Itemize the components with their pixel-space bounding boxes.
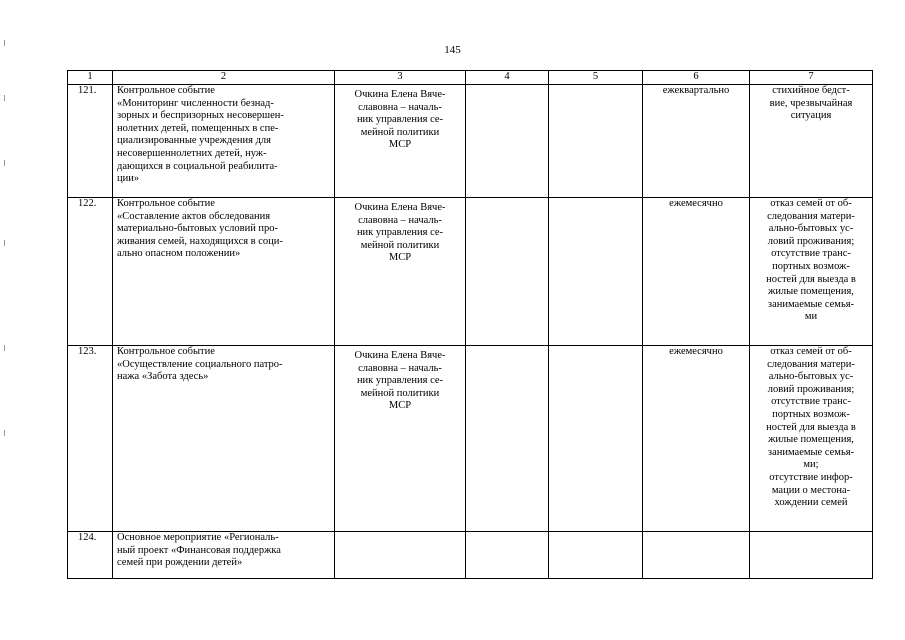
responsible-line: Очкина Елена Вяче-	[354, 350, 446, 361]
responsible-line: МСР	[388, 400, 412, 412]
responsible-line: ник управления се-	[356, 227, 444, 239]
measure-name-line: ции»	[117, 173, 140, 185]
measure-name-line: семей при рождении детей»	[117, 557, 243, 569]
measure-name-line: нолетних детей, помещенных в спе-	[117, 122, 279, 134]
measure-name-line: Контрольное событие	[117, 85, 215, 96]
row-number: 122.	[68, 198, 113, 346]
measure-name-cell	[113, 532, 335, 579]
header-cell: 1	[68, 71, 113, 85]
responsible-line: славовна – началь-	[358, 101, 442, 113]
risk-line: занимаемые семья-	[767, 446, 855, 458]
row-number: 123.	[68, 346, 113, 532]
risk-cell	[750, 532, 873, 579]
margin-mark	[4, 160, 5, 166]
table-row	[68, 198, 873, 346]
responsible-cell	[335, 532, 466, 579]
margin-mark	[4, 345, 5, 351]
header-row	[68, 71, 873, 85]
measure-name-line: ный проект «Финансовая поддержка	[117, 544, 281, 556]
responsible-cell	[335, 198, 466, 346]
periodicity-cell	[643, 532, 750, 579]
measure-name-line: «Мониторинг численности безнад-	[117, 97, 274, 109]
risk-line: стихийное бедст-	[772, 85, 850, 96]
measure-name-line: дающихся в социальной реабилита-	[117, 160, 278, 172]
periodicity-cell: ежемесячно	[643, 346, 750, 532]
risk-line: ностей для выезда в	[766, 273, 856, 285]
risk-cell	[750, 346, 873, 532]
risk-line: отказ семей от об-	[770, 346, 852, 357]
risk-line: следования матери-	[767, 358, 855, 370]
header-cell: 3	[335, 71, 466, 85]
margin-mark	[4, 240, 5, 246]
row-number: 124.	[68, 532, 113, 579]
risk-line: ально-бытовых ус-	[768, 371, 854, 383]
column-5-cell	[549, 85, 643, 198]
responsible-cell	[335, 346, 466, 532]
risk-line: хождении семей	[774, 497, 848, 509]
measure-name-line: живания семей, находящихся в соци-	[117, 235, 283, 247]
risk-line: ностей для выезда в	[766, 421, 856, 433]
responsible-line: мейной политики	[360, 126, 440, 138]
measure-name-line: «Составление актов обследования	[117, 210, 271, 222]
table-row	[68, 346, 873, 532]
measures-table	[67, 70, 873, 579]
column-5-cell	[549, 346, 643, 532]
responsible-line: МСР	[388, 139, 412, 151]
measure-name-line: Контрольное событие	[117, 346, 215, 357]
table-row	[68, 532, 873, 579]
header-cell: 6	[643, 71, 750, 85]
header-cell: 7	[750, 71, 873, 85]
header-cell: 4	[466, 71, 549, 85]
responsible-cell	[335, 85, 466, 198]
risk-cell	[750, 198, 873, 346]
risk-line: жилые помещения,	[768, 434, 854, 446]
risk-line: отсутствие транс-	[771, 248, 851, 260]
column-4-cell	[466, 85, 549, 198]
measure-name-cell	[113, 198, 335, 346]
header-cell: 2	[113, 71, 335, 85]
margin-mark	[4, 95, 5, 101]
measure-name-line: несовершеннолетних детей, нуж-	[117, 147, 267, 159]
responsible-line: Очкина Елена Вяче-	[354, 89, 446, 100]
periodicity-cell: ежемесячно	[643, 198, 750, 346]
column-4-cell	[466, 198, 549, 346]
responsible-line: ник управления се-	[356, 114, 444, 126]
responsible-line: ник управления се-	[356, 375, 444, 387]
risk-cell	[750, 85, 873, 198]
measure-name-line: «Осуществление социального патро-	[117, 358, 283, 370]
risk-line: отсутствие транс-	[771, 396, 851, 408]
responsible-line: МСР	[388, 252, 412, 264]
measure-name-line: Контрольное событие	[117, 198, 215, 209]
responsible-line: Очкина Елена Вяче-	[354, 202, 446, 213]
column-4-cell	[466, 532, 549, 579]
measure-name-cell	[113, 85, 335, 198]
risk-line: ловий проживания;	[767, 235, 855, 247]
risk-line: отказ семей от об-	[770, 198, 852, 209]
column-4-cell	[466, 346, 549, 532]
risk-line: ально-бытовых ус-	[768, 223, 854, 235]
risk-line: вие, чрезвычайная	[769, 97, 853, 109]
measure-name-line: материально-бытовых условий про-	[117, 223, 279, 235]
measure-name-line: Основное мероприятие «Региональ-	[117, 532, 279, 543]
column-5-cell	[549, 532, 643, 579]
responsible-line: славовна – началь-	[358, 214, 442, 226]
row-number: 121.	[68, 85, 113, 198]
risk-line: жилые помещения,	[768, 286, 854, 298]
responsible-line: мейной политики	[360, 387, 440, 399]
column-5-cell	[549, 198, 643, 346]
responsible-line: славовна – началь-	[358, 362, 442, 374]
page-number: 145	[444, 44, 461, 56]
measure-name-line: зорных и беспризорных несовершен-	[117, 110, 284, 122]
risk-line: ситуация	[790, 110, 832, 122]
risk-line: ми;	[803, 459, 819, 471]
risk-line: ми	[804, 311, 818, 323]
margin-mark	[4, 430, 5, 436]
risk-line: портных возмож-	[772, 408, 850, 420]
responsible-line: мейной политики	[360, 239, 440, 251]
risk-line: отсутствие инфор-	[769, 471, 853, 483]
table-row	[68, 85, 873, 198]
risk-line: следования матери-	[767, 210, 855, 222]
risk-line: портных возмож-	[772, 260, 850, 272]
measure-name-cell	[113, 346, 335, 532]
risk-line: мации о местона-	[771, 484, 851, 496]
measure-name-line: циализированные учреждения для	[117, 135, 271, 147]
measure-name-line: нажа «Забота здесь»	[117, 371, 209, 383]
risk-line: ловий проживания;	[767, 383, 855, 395]
measure-name-line: ально опасном положении»	[117, 248, 241, 260]
periodicity-cell: ежеквартально	[643, 85, 750, 198]
header-cell: 5	[549, 71, 643, 85]
risk-line: занимаемые семья-	[767, 298, 855, 310]
